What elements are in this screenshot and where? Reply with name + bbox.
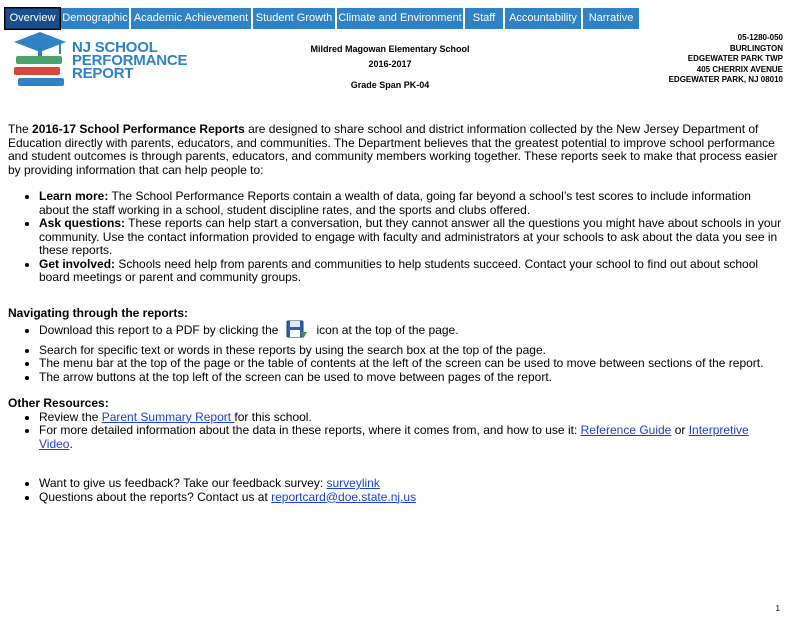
feedback-text: Want to give us feedback? Take our feedback survey:: [39, 476, 327, 490]
intro-text: are designed to share school and district information collected by the New Jersey Department of Education directly with parents, educators, and communities. The Department believes that the greatest potential to improve school performance and student outcomes is through parents, educators, and community members working together. These reports seek to make that process easier by providing information that can help people to:: [8, 122, 778, 177]
bullet-text: Schools need help from parents and communities to help students succeed. Contact your school to find out about school board meetings or parent and community groups.: [39, 256, 759, 284]
intro-prefix: The: [8, 122, 33, 136]
intro-paragraph: [8, 123, 783, 177]
bullet-label: Get involved:: [39, 256, 116, 271]
questions-text: Questions about the reports? Contact us at: [39, 489, 272, 504]
detail-or: or: [671, 423, 689, 437]
interpretive-video-link[interactable]: Interpretive Video: [39, 423, 749, 451]
list-item: • The arrow buttons at the top left of the screen can be used to move between pages of the report.: [39, 371, 783, 385]
detail-text: For more detailed information about the data in these reports, where it comes from, and how to use it:: [39, 423, 581, 437]
list-item: • Search for specific text or words in these reports by using the search box at the top of the page.: [39, 344, 783, 358]
page-number: 1: [775, 604, 780, 613]
logo-line-3: REPORT: [72, 65, 134, 82]
nj-school-performance-logo: [10, 32, 188, 87]
bullet-text: The School Performance Reports contain a wealth of data, going far beyond a school’s test scores to include information about the staff working in a school, student discipline rates, and the sports and clubs offered.: [39, 189, 751, 217]
reference-guide-link[interactable]: Reference Guide: [580, 423, 672, 437]
detail-after: .: [69, 436, 73, 451]
list-item: [39, 258, 783, 285]
tab-accountability[interactable]: Accountability: [505, 8, 581, 29]
navigating-list: [8, 320, 783, 384]
logo-line-1: NJ SCHOOL: [72, 39, 158, 56]
other-resources-list: [8, 411, 783, 452]
tab-climate-environment[interactable]: Climate and Environment: [337, 8, 463, 29]
download-text-after: icon at the top of the page.: [316, 323, 459, 337]
list-item: [39, 424, 783, 451]
logo-line-2: PERFORMANCE: [72, 52, 188, 69]
survey-link[interactable]: surveylink: [326, 476, 380, 490]
school-code: 05-1280-050: [737, 33, 783, 42]
list-item: [39, 411, 783, 425]
list-item: [39, 320, 783, 344]
download-text: Download this report to a PDF by clicking the: [39, 323, 279, 337]
contact-list: [8, 477, 783, 504]
list-item: [39, 491, 783, 505]
tab-demographic[interactable]: Demographic: [61, 8, 129, 29]
intro-bold: 2016-17 School Performance Reports: [32, 122, 245, 136]
tab-student-growth[interactable]: Student Growth: [253, 8, 335, 29]
city: EDGEWATER PARK, NJ 08010: [668, 75, 783, 84]
school-books-logo-icon: [10, 32, 70, 87]
email-link[interactable]: reportcard@doe.state.nj.us: [271, 489, 417, 504]
list-item: [39, 217, 783, 258]
school-address: [583, 33, 783, 86]
bullet-label: Learn more:: [39, 189, 109, 203]
logo-text: [72, 41, 187, 80]
navigating-heading: Navigating through the reports:: [8, 305, 188, 320]
review-text: Review the: [39, 409, 102, 424]
grade-span: Grade Span PK-04: [350, 80, 430, 90]
tab-overview[interactable]: Overview: [5, 8, 60, 29]
bullet-text: These reports can help start a conversation, but they cannot answer all the questions you might have about schools in your community. Use the contact information provided to engage with faculty and administrators at your schools to ask about the data you see in these reports.: [39, 216, 782, 257]
list-item: • The menu bar at the top of the page or the table of contents at the left of the screen can be used to move between sections of the report.: [39, 357, 783, 371]
tab-narrative[interactable]: Narrative: [583, 8, 639, 29]
tab-academic-achievement[interactable]: Academic Achievement: [131, 8, 251, 29]
other-resources-heading: Other Resources:: [8, 396, 109, 410]
school-year: 2016-2017: [368, 59, 412, 69]
county: BURLINGTON: [729, 43, 783, 53]
district: EDGEWATER PARK TWP: [687, 54, 783, 63]
purpose-list: [8, 190, 783, 285]
review-text-after: for this school.: [234, 409, 312, 424]
parent-summary-link[interactable]: Parent Summary Report: [101, 409, 235, 424]
school-name: Mildred Magowan Elementary School: [310, 44, 470, 54]
bullet-label: Ask questions:: [39, 216, 126, 230]
main-content: [8, 123, 783, 504]
save-pdf-icon[interactable]: [286, 320, 308, 344]
tab-staff[interactable]: Staff: [465, 8, 503, 29]
list-item: [39, 477, 783, 491]
list-item: [39, 190, 783, 217]
school-header: [240, 42, 540, 93]
street: 405 CHERRIX AVENUE: [696, 64, 783, 74]
